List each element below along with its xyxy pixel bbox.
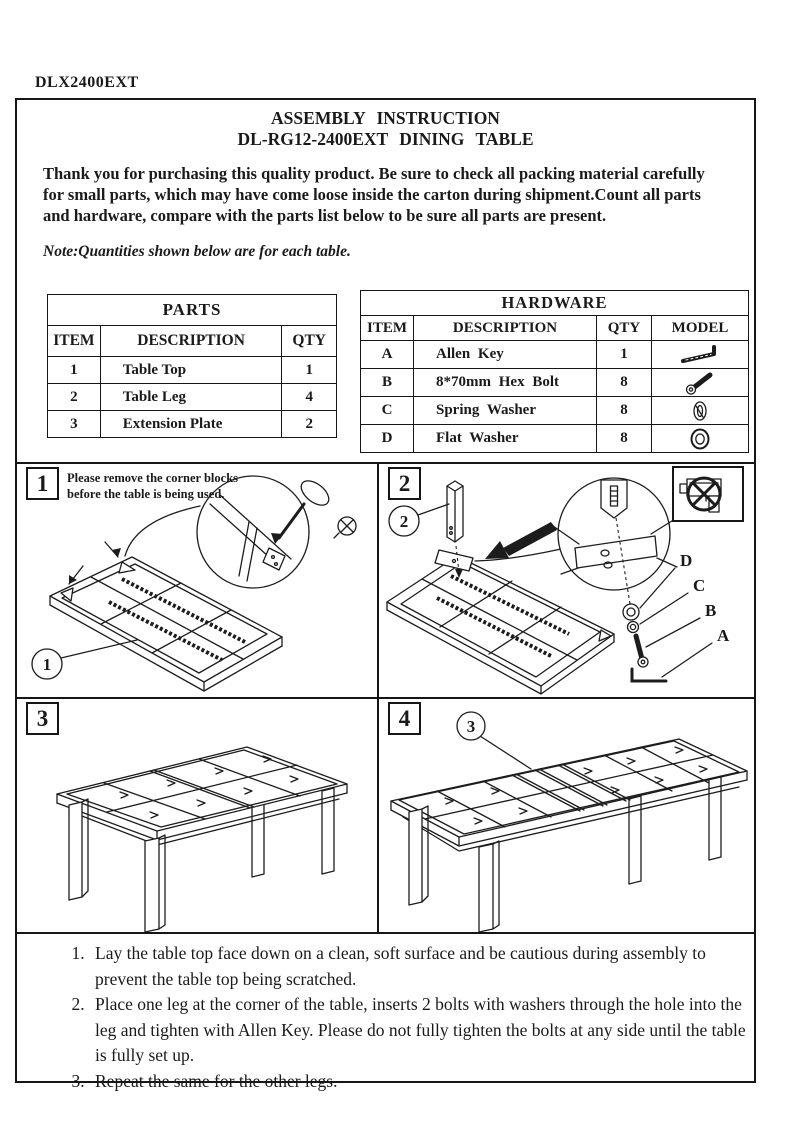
power-drill-prohibited-icon [676,470,740,518]
callout-2 [389,504,449,536]
table-row [361,425,749,453]
part-description: Table Top [100,357,282,384]
hardware-item: B [361,369,414,397]
table-leg [69,799,88,900]
hardware-model [652,369,749,397]
hardware-description: Flat Washer [414,425,597,453]
table-row [361,397,749,425]
svg-text:1: 1 [42,655,52,674]
table-row [48,357,337,384]
hardware-table-title: HARDWARE [361,291,749,316]
step-1-number: 1 [26,467,59,500]
callout-3 [457,712,531,769]
part-qty: 1 [282,357,337,384]
allen-key-icon [632,669,666,681]
table-row [361,369,749,397]
screw-prohibited-icon [334,517,356,538]
quantities-note: Note:Quantities shown below are for each table. [43,243,351,260]
step-4-illustration [379,699,754,932]
no-power-drill-warning [672,466,744,522]
parts-header-qty: QTY [282,326,337,357]
part-description: Extension Plate [100,411,282,438]
hardware-table [360,290,749,453]
step-3-number: 3 [26,702,59,735]
extended-table [391,739,747,932]
allen-key-icon [678,344,722,366]
hardware-header-model: MODEL [652,316,749,341]
flat-washer-icon [688,427,712,451]
parts-header-description: DESCRIPTION [100,326,282,357]
flat-washer-icon [623,604,639,620]
step-3-panel [17,697,377,932]
label-d: D [680,551,693,570]
table-leg [409,806,428,905]
parts-and-hardware-tables [17,290,754,460]
hardware-description: Spring Washer [414,397,597,425]
hex-bolt-icon [683,371,717,395]
hardware-header-item: ITEM [361,316,414,341]
label-c: C [693,576,706,595]
title-block [17,108,754,150]
table-row [361,341,749,369]
instruction-step-3: 3. Repeat the same for the other legs. [89,1069,754,1095]
assembly-steps-grid [17,462,754,932]
step-1-panel [17,462,377,697]
parts-table [47,294,337,438]
instruction-sheet-frame [15,98,756,1091]
svg-text:3: 3 [466,717,476,736]
part-qty: 4 [282,384,337,411]
hardware-model [652,397,749,425]
hardware-item: A [361,341,414,369]
instruction-step-2: 2. Place one leg at the corner of the table, inserts 2 bolts with washers through the hole into the leg and tighten with Allen Key. Please do not fully tighten the bolts at any side until the table is fully set up. [89,992,754,1069]
part-item: 2 [48,384,101,411]
hardware-model [652,425,749,453]
hardware-item: C [361,397,414,425]
hardware-header-qty: QTY [597,316,652,341]
part-item: 1 [48,357,101,384]
table-leg [145,835,165,932]
hardware-qty: 8 [597,397,652,425]
document-code: DLX2400EXT [35,74,139,91]
svg-text:2: 2 [399,512,409,531]
assembly-instructions-text [17,932,754,1091]
step-2-panel [377,462,754,697]
hardware-model [652,341,749,369]
direction-arrow [485,522,557,559]
hardware-header-description: DESCRIPTION [414,316,597,341]
label-b: B [705,601,717,620]
table-leg [479,841,499,932]
assembled-table [57,747,347,932]
step-4-number: 4 [388,702,421,735]
step-1-note: Please remove the corner blocks before the table is being used. [67,471,239,502]
instruction-step-1: 1. Lay the table top face down on a clean, soft surface and be cautious during assembly to prevent the table top being scratched. [89,941,754,992]
intro-paragraph: Thank you for purchasing this quality product. Be sure to check all packing material carefully for small parts, which may have come loose inside the carton during shipment.Count all parts and hardware, compare with the parts list below to be sure all parts are present. [43,164,705,225]
table-row [48,384,337,411]
parts-table-title: PARTS [48,295,337,326]
callout-1 [32,640,137,679]
title-line-2: DL-RG12-2400EXT DINING TABLE [237,129,534,149]
step-3-illustration [17,699,377,932]
hex-bolt-icon [636,636,648,667]
table-row [48,411,337,438]
hardware-item: D [361,425,414,453]
step-2-number: 2 [388,467,421,500]
hardware-qty: 1 [597,341,652,369]
hardware-description: 8*70mm Hex Bolt [414,369,597,397]
hardware-description: Allen Key [414,341,597,369]
label-a: A [717,626,730,645]
parts-header-item: ITEM [48,326,101,357]
spring-washer-icon [689,399,711,423]
part-description: Table Leg [100,384,282,411]
hardware-qty: 8 [597,369,652,397]
hardware-qty: 8 [597,425,652,453]
spring-washer-icon [628,622,639,633]
step-4-panel [377,697,754,932]
part-qty: 2 [282,411,337,438]
title-line-1: ASSEMBLY INSTRUCTION [271,108,500,128]
magnifier-detail [475,478,677,590]
part-item: 3 [48,411,101,438]
